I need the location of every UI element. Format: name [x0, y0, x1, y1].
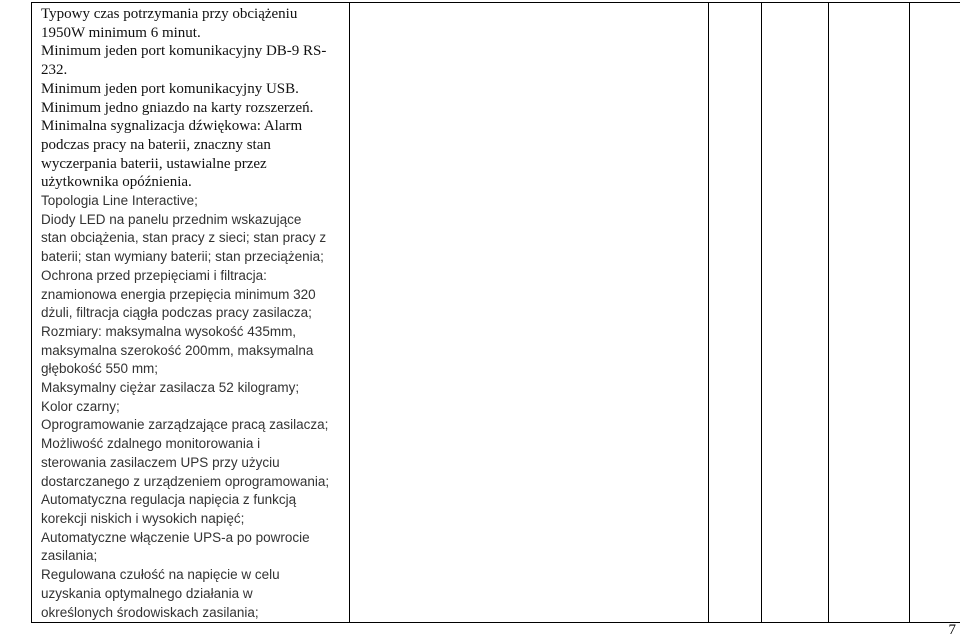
spec-line: podczas pracy na baterii, znaczny stan — [41, 136, 271, 153]
spec-line: dżuli, filtracja ciągła podczas pracy zasilacza; — [41, 305, 312, 321]
spec-line: Rozmiary: maksymalna wysokość 435mm, — [41, 323, 297, 339]
specification-table — [31, 2, 960, 623]
spec-line: Minimum jeden port komunikacyjny DB-9 RS- — [41, 43, 327, 60]
spec-line: korekcji niskich i wysokich napięć; — [41, 510, 245, 526]
spec-line: uzyskania optymalnego działania w — [41, 585, 253, 601]
spec-line: Minimum jeden port komunikacyjny USB. — [41, 80, 299, 97]
spec-line: maksymalna szerokość 200mm, maksymalna — [41, 342, 314, 358]
spec-line: Automatyczna regulacja napięcia z funkcją — [41, 492, 297, 508]
price-cell — [829, 3, 910, 623]
spec-line: 232. — [41, 62, 68, 79]
spec-line: stan obciążenia, stan pracy z sieci; stan pracy z — [41, 230, 327, 246]
spec-line: Topologia Line Interactive; — [41, 193, 198, 209]
offer-cell — [350, 3, 709, 623]
spec-line: głębokość 550 mm; — [41, 361, 159, 377]
spec-line: 1950W minimum 6 minut. — [41, 24, 201, 41]
spec-line: Diody LED na panelu przednim wskazujące — [41, 211, 302, 227]
quantity-cell — [762, 3, 829, 623]
table-row — [32, 3, 960, 623]
specification-text — [32, 3, 349, 622]
spec-line: sterowania zasilaczem UPS przy użyciu — [41, 454, 280, 470]
spec-line: zasilania; — [41, 548, 98, 564]
unit-cell — [709, 3, 762, 623]
spec-line: dostarczanego z urządzeniem oprogramowania; — [41, 473, 330, 489]
spec-line: Maksymalny ciężar zasilacza 52 kilogramy; — [41, 380, 300, 396]
page-number: 7 — [948, 622, 956, 638]
spec-line: Kolor czarny; — [41, 398, 120, 414]
spec-line: Typowy czas potrzymania przy obciążeniu — [41, 6, 298, 22]
description-cell — [32, 3, 350, 623]
spec-line: Ochrona przed przepięciami i filtracja: — [41, 267, 267, 283]
value-cell — [910, 3, 960, 623]
spec-line: Automatyczne włączenie UPS-a po powrocie — [41, 529, 310, 545]
spec-line: Oprogramowanie zarządzające pracą zasilacza; — [41, 417, 329, 433]
spec-line: określonych środowiskach zasilania; — [41, 604, 259, 620]
spec-line: użytkownika opóźnienia. — [41, 174, 192, 191]
spec-line: wyczerpania baterii, ustawialne przez — [41, 155, 267, 172]
spec-line: Minimalna sygnalizacja dźwiękowa: Alarm — [41, 118, 303, 135]
spec-line: Minimum jedno gniazdo na karty rozszerzeń. — [41, 99, 314, 116]
spec-line: Regulowana czułość na napięcie w celu — [41, 567, 280, 583]
spec-line: baterii; stan wymiany baterii; stan przeciążenia; — [41, 249, 324, 265]
spec-line: znamionowa energia przepięcia minimum 320 — [41, 286, 316, 302]
spec-line: Możliwość zdalnego monitorowania i — [41, 436, 261, 452]
